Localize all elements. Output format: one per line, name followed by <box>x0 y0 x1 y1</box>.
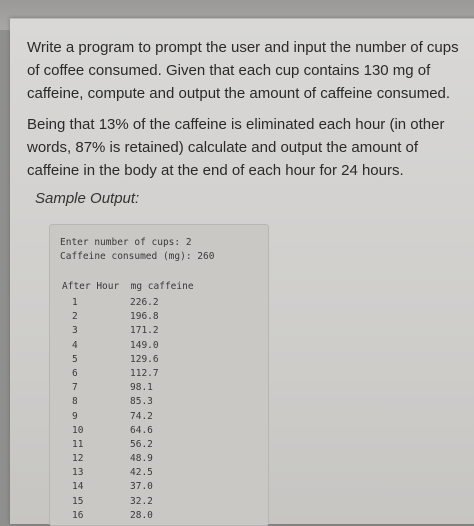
sample-output-box <box>49 224 269 526</box>
mg-cell: 112.7 <box>130 367 159 379</box>
mg-cell: 129.6 <box>130 353 159 365</box>
table-row <box>50 325 268 339</box>
hour-cell: 15 <box>72 495 84 507</box>
hour-cell: 10 <box>72 424 84 436</box>
mg-cell: 32.2 <box>130 495 153 507</box>
sample-output-label: Sample Output: <box>35 190 140 207</box>
hour-cell: 6 <box>72 367 78 379</box>
table-row <box>50 411 268 425</box>
table-header: After Hour mg caffeine <box>62 281 194 292</box>
assignment-paragraph-2: Being that 13% of the caffeine is eliminated each hour (in other words, 87% is retained) calculate and output the amount of caffeine in the body at the end of each hour for 24 hours. <box>27 116 445 179</box>
table-row <box>50 382 268 396</box>
hour-cell: 7 <box>72 382 78 394</box>
mg-cell: 28.0 <box>130 509 153 521</box>
mg-cell: 149.0 <box>130 339 159 351</box>
hour-cell: 9 <box>72 410 78 422</box>
consumed-line: Caffeine consumed (mg): 260 <box>60 251 215 262</box>
table-row <box>50 453 268 467</box>
hour-cell: 3 <box>72 325 78 337</box>
hour-cell: 12 <box>72 453 84 465</box>
hour-cell: 13 <box>72 467 84 479</box>
table-row <box>50 368 268 382</box>
mg-cell: 74.2 <box>130 410 153 422</box>
caffeine-table <box>50 297 268 524</box>
hour-cell: 14 <box>72 481 84 493</box>
hour-cell: 16 <box>72 509 84 521</box>
mg-cell: 56.2 <box>130 438 153 450</box>
table-row <box>50 311 268 325</box>
hour-cell: 11 <box>72 438 84 450</box>
mg-cell: 171.2 <box>130 325 159 337</box>
hour-cell: 1 <box>72 297 78 308</box>
mg-cell: 196.8 <box>130 311 159 323</box>
table-row <box>50 425 268 439</box>
mg-cell: 85.3 <box>130 396 153 408</box>
mg-cell: 226.2 <box>130 297 159 308</box>
assignment-paragraph-1: Write a program to prompt the user and input the number of cups of coffee consumed. Given that each cup contains 130 mg of caffeine, compute and output the amount of caffeine consumed. <box>27 39 459 102</box>
hour-cell: 2 <box>72 311 78 323</box>
table-row <box>50 396 268 410</box>
table-row <box>50 467 268 481</box>
mg-cell: 98.1 <box>130 382 153 394</box>
table-row <box>50 340 268 354</box>
table-row <box>50 496 268 510</box>
table-row <box>50 354 268 368</box>
hour-cell: 8 <box>72 396 78 408</box>
mg-cell: 48.9 <box>130 453 153 465</box>
prompt-line: Enter number of cups: 2 <box>60 237 192 248</box>
mg-cell: 37.0 <box>130 481 153 493</box>
table-row <box>50 439 268 453</box>
hour-cell: 4 <box>72 339 78 351</box>
hour-cell: 5 <box>72 353 78 365</box>
table-row <box>50 297 268 311</box>
mg-cell: 42.5 <box>130 467 153 479</box>
mg-cell: 64.6 <box>130 424 153 436</box>
table-row <box>50 481 268 495</box>
